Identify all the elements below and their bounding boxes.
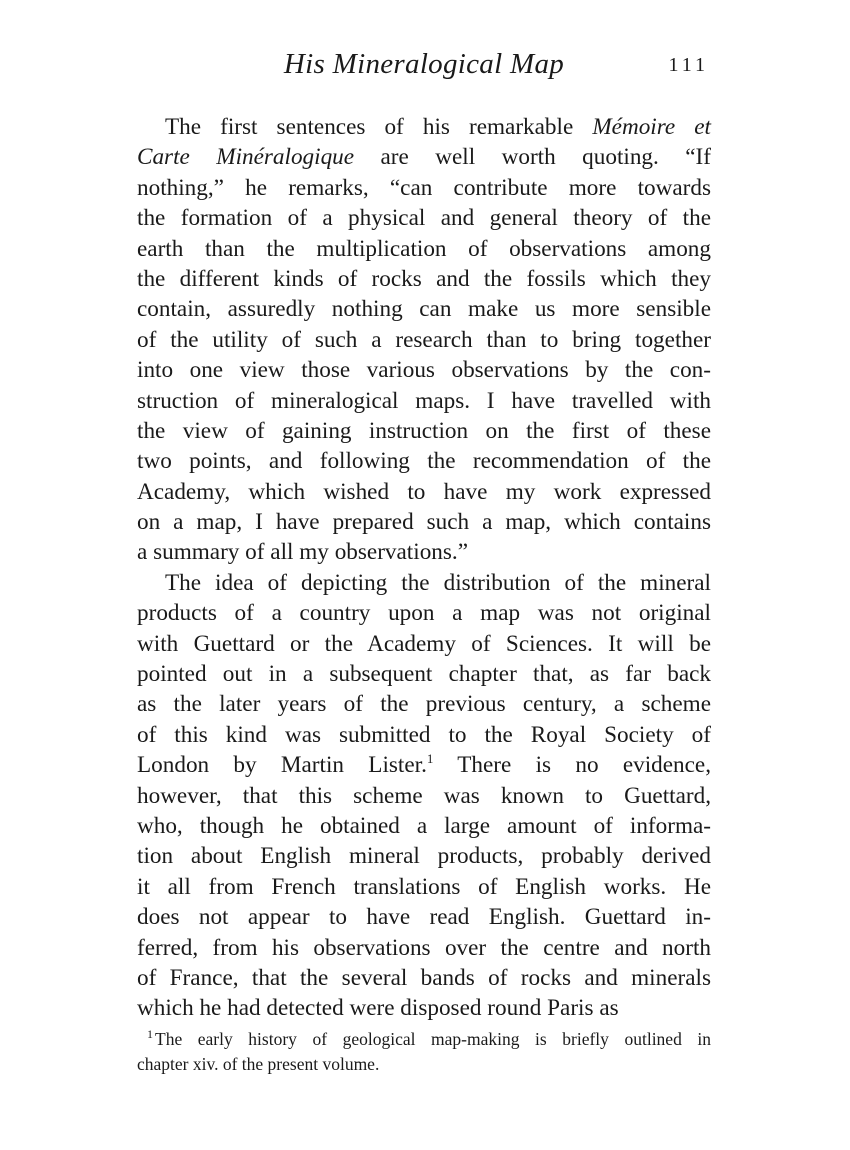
text-run: The idea of depicting the distribution of the mineral (165, 569, 711, 596)
text-line (137, 294, 711, 324)
text-run: There is no evidence, (433, 752, 712, 779)
text-run: products of a country upon a map was not original (137, 600, 711, 627)
text-run: The first sentences of his remarkable (165, 114, 593, 140)
text-run: the different kinds of rocks and the fossils which they (137, 265, 711, 292)
text-run: it all from French translations of English works. He (137, 873, 711, 900)
text-run: of this kind was submitted to the Royal Society of (137, 721, 711, 748)
italic-title: Carte Minéralogique (137, 144, 355, 171)
text-run: Academy, which wished to have my work expressed (137, 478, 711, 505)
italic-title: Mémoire et (592, 114, 711, 140)
text-line (137, 386, 711, 416)
text-line (137, 446, 711, 476)
footnote-text: The early history of geological map-making is briefly outlined in (155, 1029, 711, 1049)
body-text (137, 112, 711, 1024)
text-line (137, 993, 711, 1023)
text-run: the formation of a physical and general theory of the (137, 205, 711, 232)
text-line (137, 112, 711, 142)
text-line (137, 720, 711, 750)
text-line (137, 234, 711, 264)
text-line (137, 841, 711, 871)
text-line (137, 203, 711, 233)
text-line (137, 537, 711, 567)
text-run: as the later years of the previous century, a scheme (137, 691, 711, 718)
text-line (137, 355, 711, 385)
text-run: nothing,” he remarks, “can contribute more towards (137, 174, 711, 201)
text-line (137, 568, 711, 598)
text-line (137, 416, 711, 446)
text-run: two points, and following the recommendation of the (137, 448, 711, 475)
footnote-marker: 1 (147, 1027, 153, 1041)
text-line (137, 689, 711, 719)
text-run: on a map, I have prepared such a map, which contains (137, 509, 711, 536)
footnote-line (137, 1052, 711, 1077)
paragraph (137, 568, 711, 1024)
text-line (137, 811, 711, 841)
text-line (137, 781, 711, 811)
text-run: struction of mineralogical maps. I have travelled with (137, 387, 711, 414)
text-run: with Guettard or the Academy of Sciences. It will be (137, 630, 711, 657)
footnote-line (137, 1027, 711, 1052)
text-run: earth than the multiplication of observations among (137, 235, 711, 262)
text-run: however, that this scheme was known to Guettard, (137, 782, 711, 809)
paragraph (137, 112, 711, 568)
text-line (137, 750, 711, 780)
text-line (137, 477, 711, 507)
footnote-reference: 1 (426, 751, 434, 767)
text-line (137, 963, 711, 993)
text-run: of France, that the several bands of rocks and minerals (137, 964, 711, 991)
text-line (137, 902, 711, 932)
text-line (137, 264, 711, 294)
text-run: contain, assuredly nothing can make us more sensible (137, 296, 711, 323)
text-line (137, 598, 711, 628)
chapter-running-title: His Mineralogical Map (283, 48, 565, 80)
text-run: tion about English mineral products, probably derived (137, 843, 711, 870)
text-line (137, 142, 711, 172)
text-run: does not appear to have read English. Guettard in- (137, 904, 711, 931)
footnote-text: chapter xiv. of the present volume. (137, 1054, 380, 1074)
text-line (137, 629, 711, 659)
text-line (137, 933, 711, 963)
footnote (137, 1027, 711, 1077)
text-run: who, though he obtained a large amount of informa- (137, 812, 711, 839)
text-run: a summary of all my observations.” (137, 539, 468, 566)
text-run: the view of gaining instruction on the first of these (137, 417, 711, 444)
page-number: 111 (668, 54, 709, 76)
text-line (137, 173, 711, 203)
text-run: are well worth quoting. “If (354, 144, 711, 171)
text-line (137, 659, 711, 689)
text-line (137, 507, 711, 537)
text-run: ferred, from his observations over the centre and north (137, 934, 711, 961)
text-run: into one view those various observations by the con- (137, 357, 711, 384)
text-run: pointed out in a subsequent chapter that, as far back (137, 661, 711, 688)
text-run: which he had detected were disposed round Paris as (137, 995, 619, 1022)
text-line (137, 872, 711, 902)
text-run: London by Martin Lister. (137, 752, 427, 779)
text-line (137, 325, 711, 355)
running-head (137, 48, 711, 88)
text-run: of the utility of such a research than to bring together (137, 326, 711, 353)
